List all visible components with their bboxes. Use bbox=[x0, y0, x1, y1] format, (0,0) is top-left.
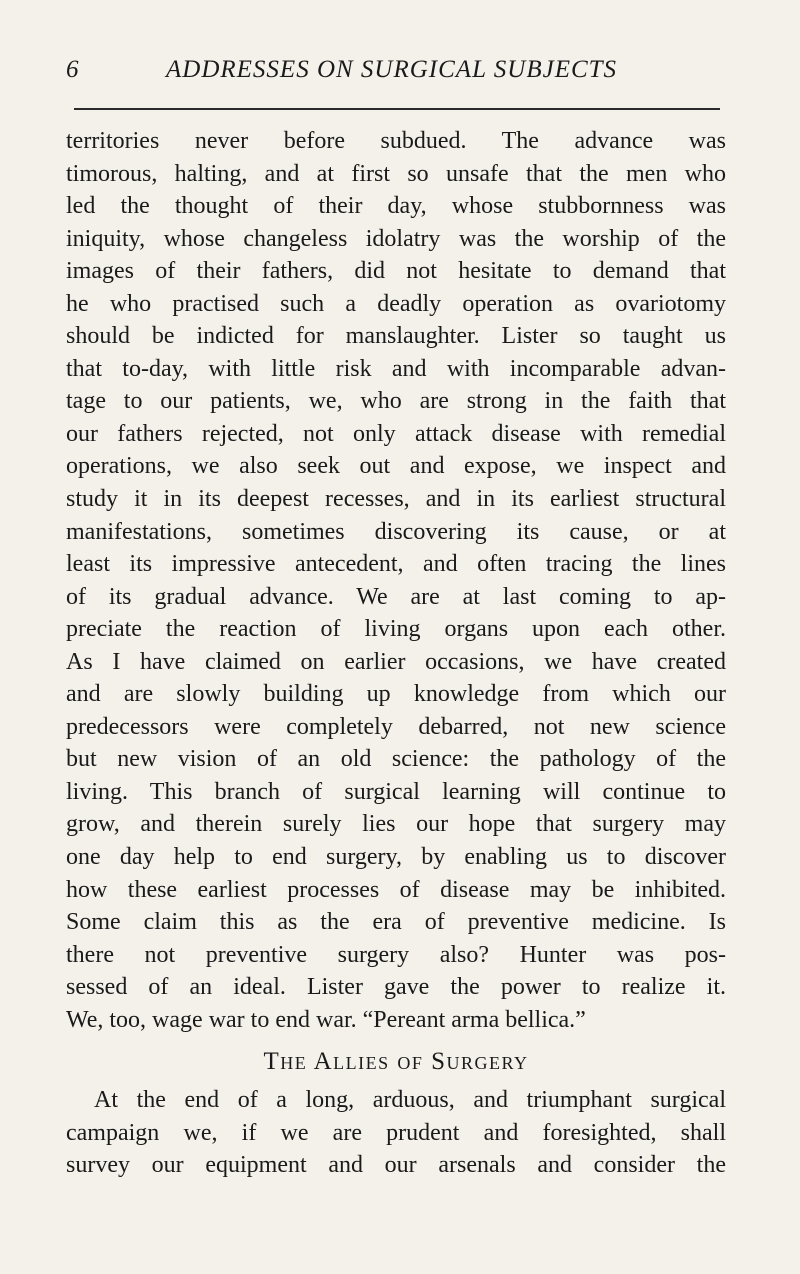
paragraph-1 bbox=[66, 125, 726, 1036]
header-rule bbox=[74, 108, 720, 110]
text-line: operations, we also seek out and expose, we inspect and bbox=[66, 453, 726, 480]
text-line: one day help to end surgery, by enabling us to discover bbox=[66, 844, 726, 871]
text-line: how these earliest processes of disease may be inhibited. bbox=[66, 876, 726, 903]
text-line: study it in its deepest recesses, and in its earliest structural bbox=[66, 486, 726, 513]
text-line: survey our equipment and our arsenals and consider the bbox=[66, 1152, 726, 1179]
running-title: ADDRESSES ON SURGICAL SUBJECTS bbox=[166, 56, 618, 83]
text-line: predecessors were completely debarred, not new science bbox=[66, 713, 726, 740]
text-line: campaign we, if we are prudent and foresighted, shall bbox=[66, 1119, 726, 1146]
text-line: At the end of a long, arduous, and triumphant surgical bbox=[94, 1087, 726, 1114]
text-line: should be indicted for manslaughter. Lister so taught us bbox=[66, 323, 726, 350]
text-line: and are slowly building up knowledge from which our bbox=[66, 681, 726, 708]
text-line: but new vision of an old science: the pathology of the bbox=[66, 746, 726, 773]
text-line: sessed of an ideal. Lister gave the power to realize it. bbox=[66, 974, 726, 1001]
text-line: that to-day, with little risk and with incomparable advan- bbox=[66, 355, 726, 382]
page-number: 6 bbox=[66, 56, 80, 83]
book-page bbox=[66, 56, 726, 1179]
text-line: of its gradual advance. We are at last coming to ap- bbox=[66, 583, 726, 610]
text-line: images of their fathers, did not hesitate to demand that bbox=[66, 258, 726, 285]
paragraph-2 bbox=[66, 1084, 726, 1182]
text-line: least its impressive antecedent, and often tracing the lines bbox=[66, 551, 726, 578]
text-line: iniquity, whose changeless idolatry was the worship of the bbox=[66, 225, 726, 252]
running-head bbox=[66, 56, 726, 96]
text-line: Some claim this as the era of preventive medicine. Is bbox=[66, 909, 726, 936]
text-line: there not preventive surgery also? Hunter was pos- bbox=[66, 941, 726, 968]
section-heading: The Allies of Surgery bbox=[263, 1048, 529, 1076]
text-line: living. This branch of surgical learning will continue to bbox=[66, 778, 726, 805]
body-text bbox=[66, 125, 726, 1182]
text-line: grow, and therein surely lies our hope that surgery may bbox=[66, 811, 726, 838]
text-line: our fathers rejected, not only attack disease with remedial bbox=[66, 420, 726, 447]
text-line: preciate the reaction of living organs upon each other. bbox=[66, 616, 726, 643]
text-line: tage to our patients, we, who are strong in the faith that bbox=[66, 388, 726, 415]
text-line: We, too, wage war to end war. “Pereant arma bellica.” bbox=[66, 1006, 586, 1033]
text-line: he who practised such a deadly operation as ovariotomy bbox=[66, 290, 726, 317]
text-line: led the thought of their day, whose stubbornness was bbox=[66, 193, 726, 220]
text-line: territories never before subdued. The advance was bbox=[66, 128, 726, 154]
text-line: manifestations, sometimes discovering its cause, or at bbox=[66, 518, 726, 545]
text-line: As I have claimed on earlier occasions, we have created bbox=[66, 648, 726, 675]
text-line: timorous, halting, and at first so unsafe that the men who bbox=[66, 160, 726, 187]
